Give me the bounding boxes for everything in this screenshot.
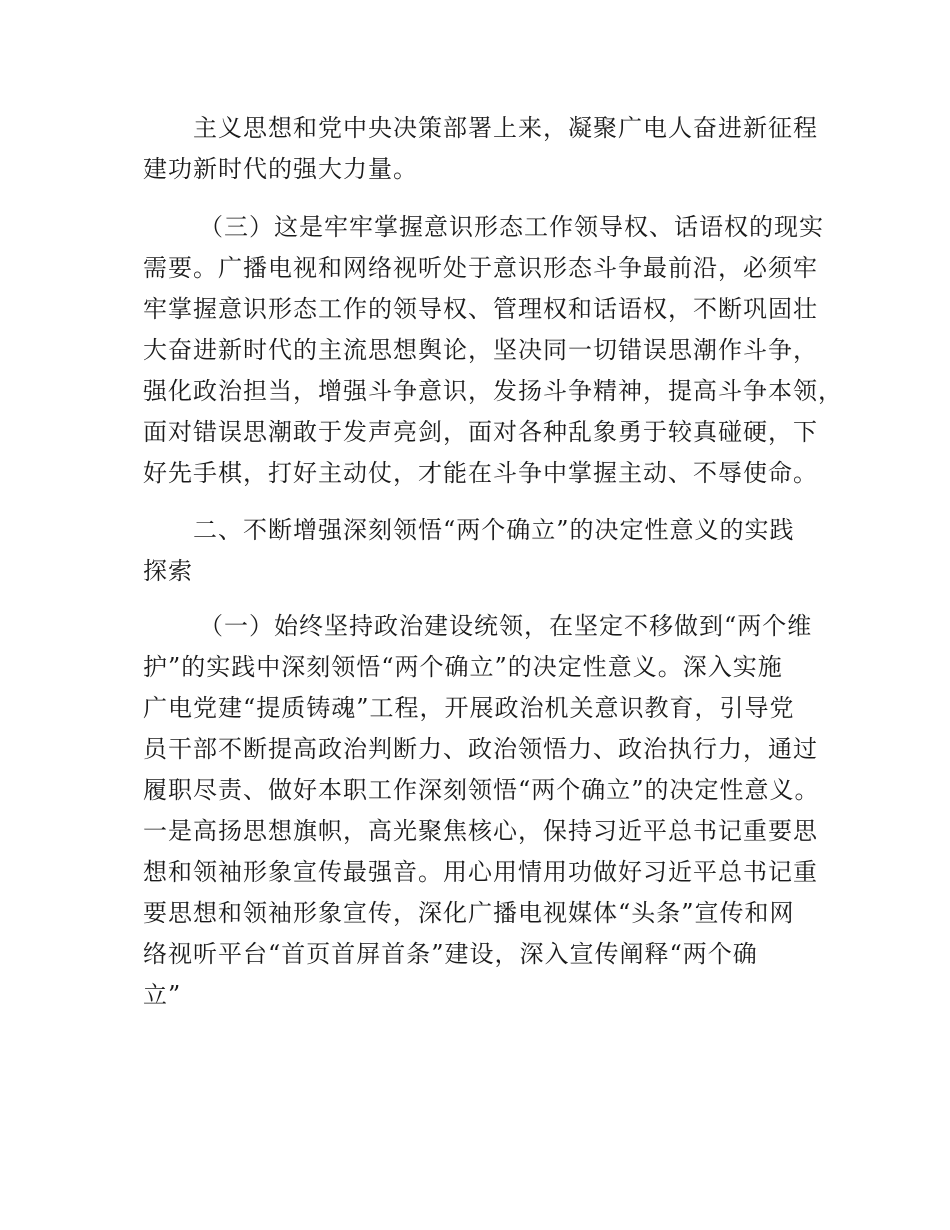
text-line: 好先手棋，打好主动仗，才能在斗争中掌握主动、不辱使命。 — [143, 459, 818, 487]
paragraph-continuation — [143, 108, 833, 190]
text-line: 主义思想和党中央决策部署上来，凝聚广电人奋进新征程 — [193, 114, 818, 142]
paragraph-section-3 — [143, 207, 843, 494]
text-line: 络视听平台“首页首屏首条”建设，深入宣传阐释“两个确 — [143, 940, 758, 968]
text-line: 强化政治担当，增强斗争意识，发扬斗争精神，提高斗争本领， — [143, 377, 843, 405]
text-line: （三）这是牢牢掌握意识形态工作领导权、话语权的现实 — [199, 213, 824, 241]
text-line: 想和领袖形象宣传最强音。用心用情用功做好习近平总书记重 — [143, 858, 818, 886]
text-line: 员干部不断提高政治判断力、政治领悟力、政治执行力，通过 — [143, 735, 818, 763]
text-line: 二、不断增强深刻领悟“两个确立”的决定性意义的实践 — [193, 516, 795, 544]
text-line: 一是高扬思想旗帜，高光聚焦核心，保持习近平总书记重要思 — [143, 817, 818, 845]
text-line: 立” — [143, 981, 182, 1009]
text-line: 需要。广播电视和网络视听处于意识形态斗争最前沿，必须牢 — [143, 254, 818, 282]
text-line: 探索 — [143, 557, 193, 585]
heading-part-2 — [143, 510, 833, 592]
text-line: 广电党建“提质铸魂”工程，开展政治机关意识教育，引导党 — [143, 694, 795, 722]
text-line: 建功新时代的强大力量。 — [143, 155, 418, 183]
text-line: 大奋进新时代的主流思想舆论，坚决同一切错误思潮作斗争， — [143, 336, 818, 364]
text-line: 护”的实践中深刻领悟“两个确立”的决定性意义。深入实施 — [143, 653, 783, 681]
text-line: 要思想和领袖形象宣传，深化广播电视媒体“头条”宣传和网 — [143, 899, 795, 927]
text-line: （一）始终坚持政治建设统领，在坚定不移做到“两个维 — [199, 612, 813, 640]
text-line: 牢掌握意识形态工作的领导权、管理权和话语权，不断巩固壮 — [143, 295, 818, 323]
paragraph-section-1 — [143, 606, 833, 1016]
text-line: 履职尽责、做好本职工作深刻领悟“两个确立”的决定性意义。 — [143, 776, 820, 804]
text-line: 面对错误思潮敢于发声亮剑，面对各种乱象勇于较真碰硬，下 — [143, 418, 818, 446]
